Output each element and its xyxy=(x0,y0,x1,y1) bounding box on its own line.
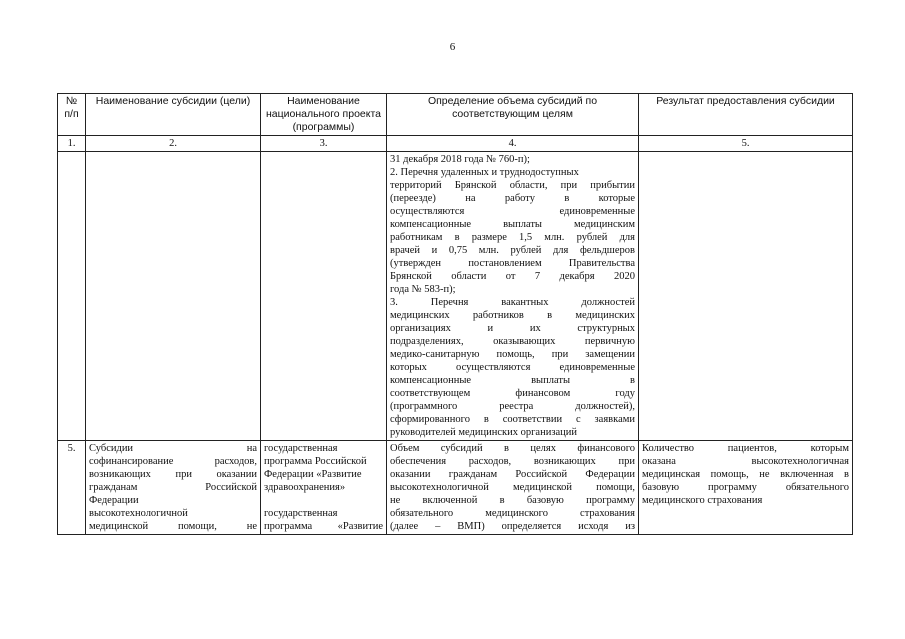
text-line: организациях и их структурных xyxy=(390,323,635,334)
table-row-5 xyxy=(58,441,853,535)
text-line: соответствующем финансовом году xyxy=(390,388,635,399)
header-national-project: Наименование национального проекта (программы) xyxy=(261,94,387,136)
text-line: не включенной в базовую программу xyxy=(390,495,635,506)
text-line: территорий Брянской области, при прибытии xyxy=(390,180,635,191)
text-line: (программного реестра должностей), xyxy=(390,401,635,412)
text-line: Брянской области от 7 декабря 2020 xyxy=(390,271,635,282)
text-line: Федерации «Развитие xyxy=(264,469,362,480)
column-number: 4. xyxy=(387,136,639,152)
header-subsidy-name: Наименование субсидии (цели) xyxy=(86,94,261,136)
page-number: 6 xyxy=(449,41,456,53)
table-cell-empty xyxy=(58,152,86,441)
text-line: обязательного медицинского страхования xyxy=(390,508,635,519)
text-line: которых осуществляются единовременные xyxy=(390,362,635,373)
text-line: Объем субсидий в целях финансового xyxy=(390,443,635,454)
text-line: оказана высокотехнологичная xyxy=(642,456,849,467)
national-project-cell xyxy=(261,441,387,535)
header-number: № п/п xyxy=(58,94,86,136)
row-number: 5. xyxy=(58,441,86,535)
text-line: высокотехнологичной медицинской помощи, xyxy=(390,482,635,493)
text-line: (утвержден постановлением Правительства xyxy=(390,258,635,269)
column-number: 5. xyxy=(639,136,853,152)
text-line: сформированного в соответствии с заявками xyxy=(390,414,635,425)
text-line: подразделениях, оказывающих первичную xyxy=(390,336,635,347)
text-line: (переезде) на работу в которые xyxy=(390,193,635,204)
text-line: здравоохранения» xyxy=(264,482,346,493)
text-line: софинансирование расходов, xyxy=(89,456,257,467)
column-number: 1. xyxy=(58,136,86,152)
text-line: компенсационные выплаты в xyxy=(390,375,635,386)
text-line: медицинских работников в медицинских xyxy=(390,310,635,321)
text-line: 3. Перечня вакантных должностей xyxy=(390,297,635,308)
table-header-row xyxy=(58,94,853,136)
text-line: осуществляются единовременные xyxy=(390,206,635,217)
text-line: 2. Перечня удаленных и труднодоступных xyxy=(390,167,579,178)
text-line: работникам в размере 1,5 млн. рублей для xyxy=(390,232,635,243)
text-line: года № 583-п); xyxy=(390,284,456,295)
text-line: руководителей медицинских организаций xyxy=(390,427,577,438)
text-line: Субсидии на xyxy=(89,443,257,454)
text-line: государственная xyxy=(264,443,338,454)
text-line: Количество пациентов, которым xyxy=(642,443,849,454)
table-cell-empty xyxy=(639,152,853,441)
subsidy-table xyxy=(57,93,853,535)
text-line: компенсационные выплаты медицинским xyxy=(390,219,635,230)
text-line: оказании гражданам Российской Федерации xyxy=(390,469,635,480)
volume-definition-cell xyxy=(387,152,639,441)
text-line: государственная xyxy=(264,508,338,519)
result-cell xyxy=(639,441,853,535)
text-line: обеспечения расходов, возникающих при xyxy=(390,456,635,467)
text-line: медицинская помощь, не включенная в xyxy=(642,469,849,480)
text-line: гражданам Российской xyxy=(89,482,257,493)
text-line: медико-санитарную помощь, при замещении xyxy=(390,349,635,360)
column-number: 2. xyxy=(86,136,261,152)
table-cell-empty xyxy=(261,152,387,441)
text-line-blank xyxy=(264,494,383,507)
table-row-continuation xyxy=(58,152,853,441)
text-line: медицинской помощи, не xyxy=(89,521,257,532)
volume-definition-cell xyxy=(387,441,639,535)
text-line: Федерации xyxy=(89,495,139,506)
subsidy-name-cell xyxy=(86,441,261,535)
text-line: высокотехнологичной xyxy=(89,508,188,519)
text-line: возникающих при оказании xyxy=(89,469,257,480)
text-line: программа Российской xyxy=(264,456,367,467)
text-line: (далее – ВМП) определяется исходя из xyxy=(390,521,635,532)
text-line: программа «Развитие xyxy=(264,521,383,532)
header-subsidy-volume: Определение объема субсидий по соответствующим целям xyxy=(387,94,639,136)
text-line: врачей и 0,75 млн. рублей для фельдшеров xyxy=(390,245,635,256)
header-result: Результат предоставления субсидии xyxy=(639,94,853,136)
column-number-row xyxy=(58,136,853,152)
column-number: 3. xyxy=(261,136,387,152)
text-line: базовую программу обязательного xyxy=(642,482,849,493)
table-cell-empty xyxy=(86,152,261,441)
text-line: медицинского страхования xyxy=(642,495,763,506)
text-line: 31 декабря 2018 года № 760-п); xyxy=(390,154,530,165)
